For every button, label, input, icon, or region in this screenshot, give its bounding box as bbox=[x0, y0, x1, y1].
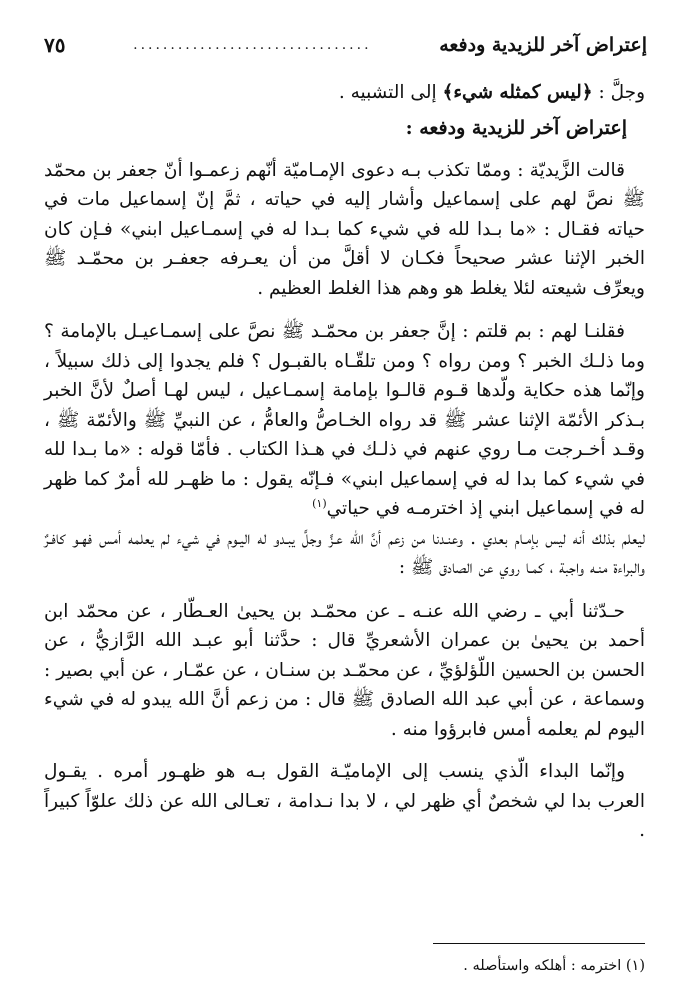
opening-prefix: وجلَّ : bbox=[592, 82, 645, 103]
paragraph-response bbox=[44, 317, 645, 524]
paragraph-bada-meaning: وإنّما البداء الّذي ينسب إلى الإماميّـة القول بـه هو ظهـور أمره . يقـول العرب بدا لي شخصٌ أي ظهر لي ، لا بدا نـدامة ، تعـالى الله عن ذلك علوّاً كبيراً . bbox=[44, 761, 645, 841]
section-heading: إعتراض آخر للزيدية ودفعه : bbox=[405, 116, 627, 139]
running-header bbox=[44, 30, 647, 60]
footnote-marker: (١) bbox=[312, 496, 327, 510]
paragraph-response-cont: ليعلم بذلك أنه ليس بإمـام بعدي . وعنـدنا من زعم أنَّ الله عـزَّ وجلَّ يبـدو له اليـوم في شيء لم يعلمه أمس فهـو كافـرٌ والبراءة منـه واجبة ، كمـا روي عن الصادق ﷺ : bbox=[44, 527, 645, 578]
running-title: إعتراض آخر للزيدية ودفعه bbox=[439, 34, 647, 56]
opening-line bbox=[44, 78, 645, 108]
paragraph-hadith-chain: حـدّثنا أبي ـ رضي الله عنـه ـ عن محمّـد بن يحيىٰ العـطّار ، عن محمّد ابن أحمد بن يحيىٰ بن عمران الأشعريِّ قال : حدَّثنا أبو عبـد الله الرَّازيُّ ، عن الحسن بن الحسين اللّؤلؤيِّ ، عن محمّـد بن سنـان ، عن عمّـار ، عن أبي بصير : وسماعة ، عن أبي عبد الله الصادق ﷺ قال : من زعم أنَّ الله يبدو له في شيء اليوم لم يعلمه أمس فابرؤوا منه . bbox=[44, 600, 645, 740]
opening-suffix: إلى التشبيه . bbox=[338, 82, 443, 103]
footnote: (١) اخترمه : أهلكه واستأصله . bbox=[463, 958, 645, 974]
footnote-separator bbox=[433, 943, 645, 944]
page-number: ٧٥ bbox=[44, 33, 66, 57]
paragraph-response-text: فقلنـا لهم : بم قلتم : إنَّ جعفر بن محمّـد ﷺ نصَّ على إسمـاعيـل بالإمامة ؟ وما ذلـك الخبر ؟ ومن رواه ؟ ومن تلقّـاه بالقبـول ؟ فلم يجدوا إلى ذلك سبيلاً ، وإنّما هذه حكاية ولّدها قـوم قالـوا بإمامة إسمـاعيل ، ليس لهـا أصلٌ لأنَّ الخبر بـذكر الأئمّة الإثنا عشر ﷺ قد رواه الخـاصُّ والعامُّ ، عن النبيِّ ﷺ والأئمّة ﷺ ، وقـد أخـرجت مـا روي عنهم في ذلـك في هـذا الكتاب . فأمّا قوله : «ما بـدا لله في شيء كما بدا له في إسماعيل ابني» فـإنّه يقول : ما ظهـر لله أمرٌ كما ظهر له في إسماعيل ابني إذ اخترمـه في حياتي bbox=[44, 321, 645, 519]
paragraph-zaydi-claim: قالت الزَّيديّة : وممّا تكذب بـه دعوى الإمـاميّة أنّهم زعمـوا أنّ جعفر بن محمّد ﷺ نصَّ لهم على إسماعيل وأشار إليه في حياته ، ثمَّ إنّ إسماعيل مات في حياته فقـال : «ما بـدا لله في شيء كما بـدا له في إسمـاعيل ابني» فـإن كان الخبر الإثنا عشر صحيحاً فكـان لا أقلَّ من أن يعـرفه جعفـر بن محمّـد ﷺ ويعرِّف شيعته لئلا يغلط هو وهم هذا الغلط العظيم . bbox=[44, 159, 645, 299]
header-leader-dots: ................................ bbox=[133, 37, 372, 53]
page-body bbox=[44, 78, 645, 846]
quran-quote: ﴿ليس كمثله شيء﴾ bbox=[442, 82, 593, 103]
